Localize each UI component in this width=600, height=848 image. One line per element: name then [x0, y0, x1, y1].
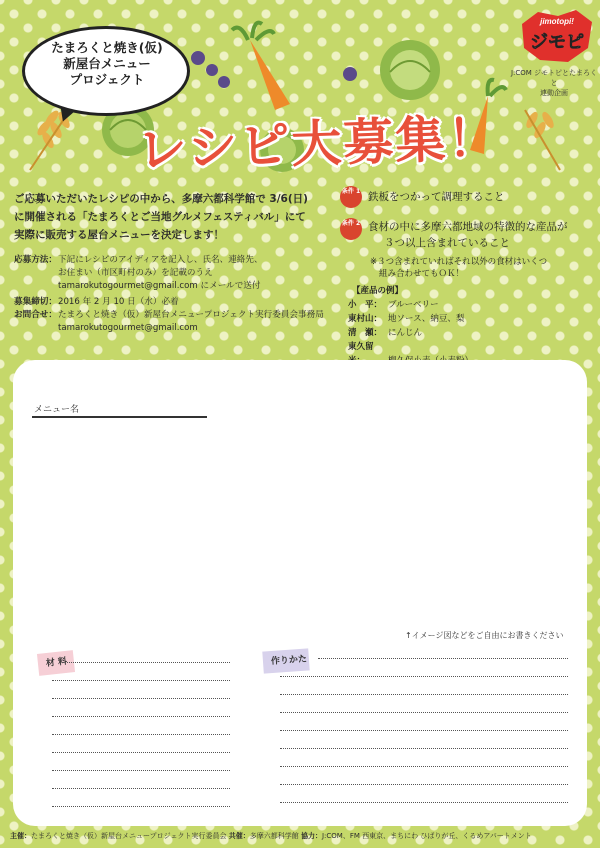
coop: J:COM、FM 西東京、まちにわ ひばりが丘、くるめアパートメント — [321, 832, 532, 840]
list-item — [348, 312, 473, 326]
condition-text: ３つ以上含まれていること — [384, 237, 510, 249]
example-place: 東久留 — [348, 342, 374, 352]
condition-badge: 条件 2 — [340, 218, 362, 240]
organizer: たまろくと焼き（仮）新屋台メニュープロジェクト実行委員会 — [31, 832, 227, 840]
ingredients-line[interactable] — [52, 788, 230, 789]
contact-row — [14, 309, 324, 321]
footer-credits — [10, 830, 600, 842]
example-place: 小 平： — [348, 300, 383, 310]
contact-label: お問合せ： — [14, 310, 57, 320]
logo-caption — [508, 68, 600, 98]
method-tab: 作りかた — [262, 648, 309, 673]
recipe-form-card[interactable] — [13, 360, 587, 826]
speech-bubble-text — [40, 40, 174, 88]
cosponsor: 多摩六都科学館 — [249, 832, 299, 840]
method-line[interactable] — [280, 784, 568, 785]
example-place: 東村山： — [348, 314, 383, 324]
bubble-line: 新屋台メニュー — [63, 56, 151, 71]
example-items: 地ソース、納豆、梨 — [388, 314, 465, 324]
logo-caption-line: J:COM ジモトピとたまろくと — [510, 69, 598, 87]
method-line[interactable] — [280, 712, 568, 713]
list-item — [348, 326, 473, 340]
intro-text — [14, 190, 344, 244]
wheat-icon — [524, 110, 560, 170]
svg-text:jimotopi!: jimotopi! — [540, 17, 574, 26]
condition-text: 食材の中に多摩六都地域の特徴的な産品が — [368, 221, 568, 233]
note-line: ※３つ含まれていればそれ以外の食材はいくつ — [370, 257, 548, 267]
method-line[interactable] — [280, 766, 568, 767]
condition-note — [370, 256, 547, 280]
bubble-line: プロジェクト — [69, 72, 145, 87]
apply-method-row — [14, 254, 263, 266]
examples-header: 【産品の例】 — [352, 286, 404, 296]
cosponsor-label: 共催： — [228, 832, 250, 840]
condition-text: 鉄板をつかって調理すること — [368, 191, 505, 203]
note-line: 組み合わせてもＯＫ！ — [379, 269, 465, 279]
ingredients-line[interactable] — [52, 680, 230, 681]
deadline-label: 募集締切： — [14, 297, 57, 307]
menu-name-label: メニュー名 — [34, 405, 80, 415]
logo-caption-line: 連動企画 — [540, 89, 568, 97]
apply-method-text: 下記にレシピのアイディアを記入し、氏名、連絡先、 — [58, 255, 263, 265]
deadline-row — [14, 296, 179, 308]
method-line[interactable] — [280, 802, 568, 803]
menu-name-field[interactable] — [32, 416, 207, 418]
intro-line: 実際に販売する屋台メニューを決定します！ — [14, 229, 224, 241]
ingredients-line[interactable] — [62, 662, 230, 663]
intro-line: に開催される「たまろくとご当地グルメフェスティバル」にて — [14, 211, 306, 223]
contact-value: たまろくと焼き（仮）新屋台メニュープロジェクト実行委員会事務局 — [58, 310, 324, 320]
ingredients-line[interactable] — [52, 770, 230, 771]
method-line[interactable] — [280, 730, 568, 731]
ingredients-line[interactable] — [52, 752, 230, 753]
bubble-line: たまろくと焼き(仮) — [51, 40, 163, 55]
method-line[interactable] — [280, 676, 568, 677]
apply-method-row: お住まい（市区町村のみ）を記載のうえ — [58, 268, 213, 278]
method-line[interactable] — [280, 694, 568, 695]
jimotopi-logo — [518, 8, 596, 66]
method-line[interactable] — [318, 658, 568, 659]
apply-email-line: tamarokutogourmet@gmail.com にメールで送付 — [58, 281, 261, 291]
ingredients-line[interactable] — [52, 806, 230, 807]
deadline-value: 2016 年 2 月 10 日（水）必着 — [58, 297, 179, 307]
contact-email: tamarokutogourmet@gmail.com — [58, 323, 198, 333]
ingredients-line[interactable] — [52, 734, 230, 735]
page-title: レシピ大募集！ — [135, 108, 501, 180]
example-items: にんじん — [388, 328, 423, 338]
organizer-label: 主催： — [10, 832, 31, 840]
cabbage-icon — [380, 40, 440, 100]
image-area-note: ↑イメージ図などをご自由にお書きください — [405, 631, 564, 640]
svg-text:ジモピ: ジモピ — [530, 32, 584, 53]
example-items: ブルーベリー — [388, 300, 439, 310]
list-item — [348, 298, 473, 312]
ingredients-tab: 材料 — [37, 650, 75, 676]
condition-badge: 条件 1 — [340, 186, 362, 208]
method-line[interactable] — [280, 748, 568, 749]
coop-label: 協力： — [300, 832, 322, 840]
carrot-icon — [232, 23, 290, 110]
intro-line: ご応募いただいたレシピの中から、多摩六都科学館で 3/6(日) — [14, 193, 308, 205]
ingredients-line[interactable] — [52, 698, 230, 699]
example-place: 清 瀬： — [348, 328, 383, 338]
ingredients-line[interactable] — [52, 716, 230, 717]
apply-method-label: 応募方法： — [14, 255, 57, 265]
